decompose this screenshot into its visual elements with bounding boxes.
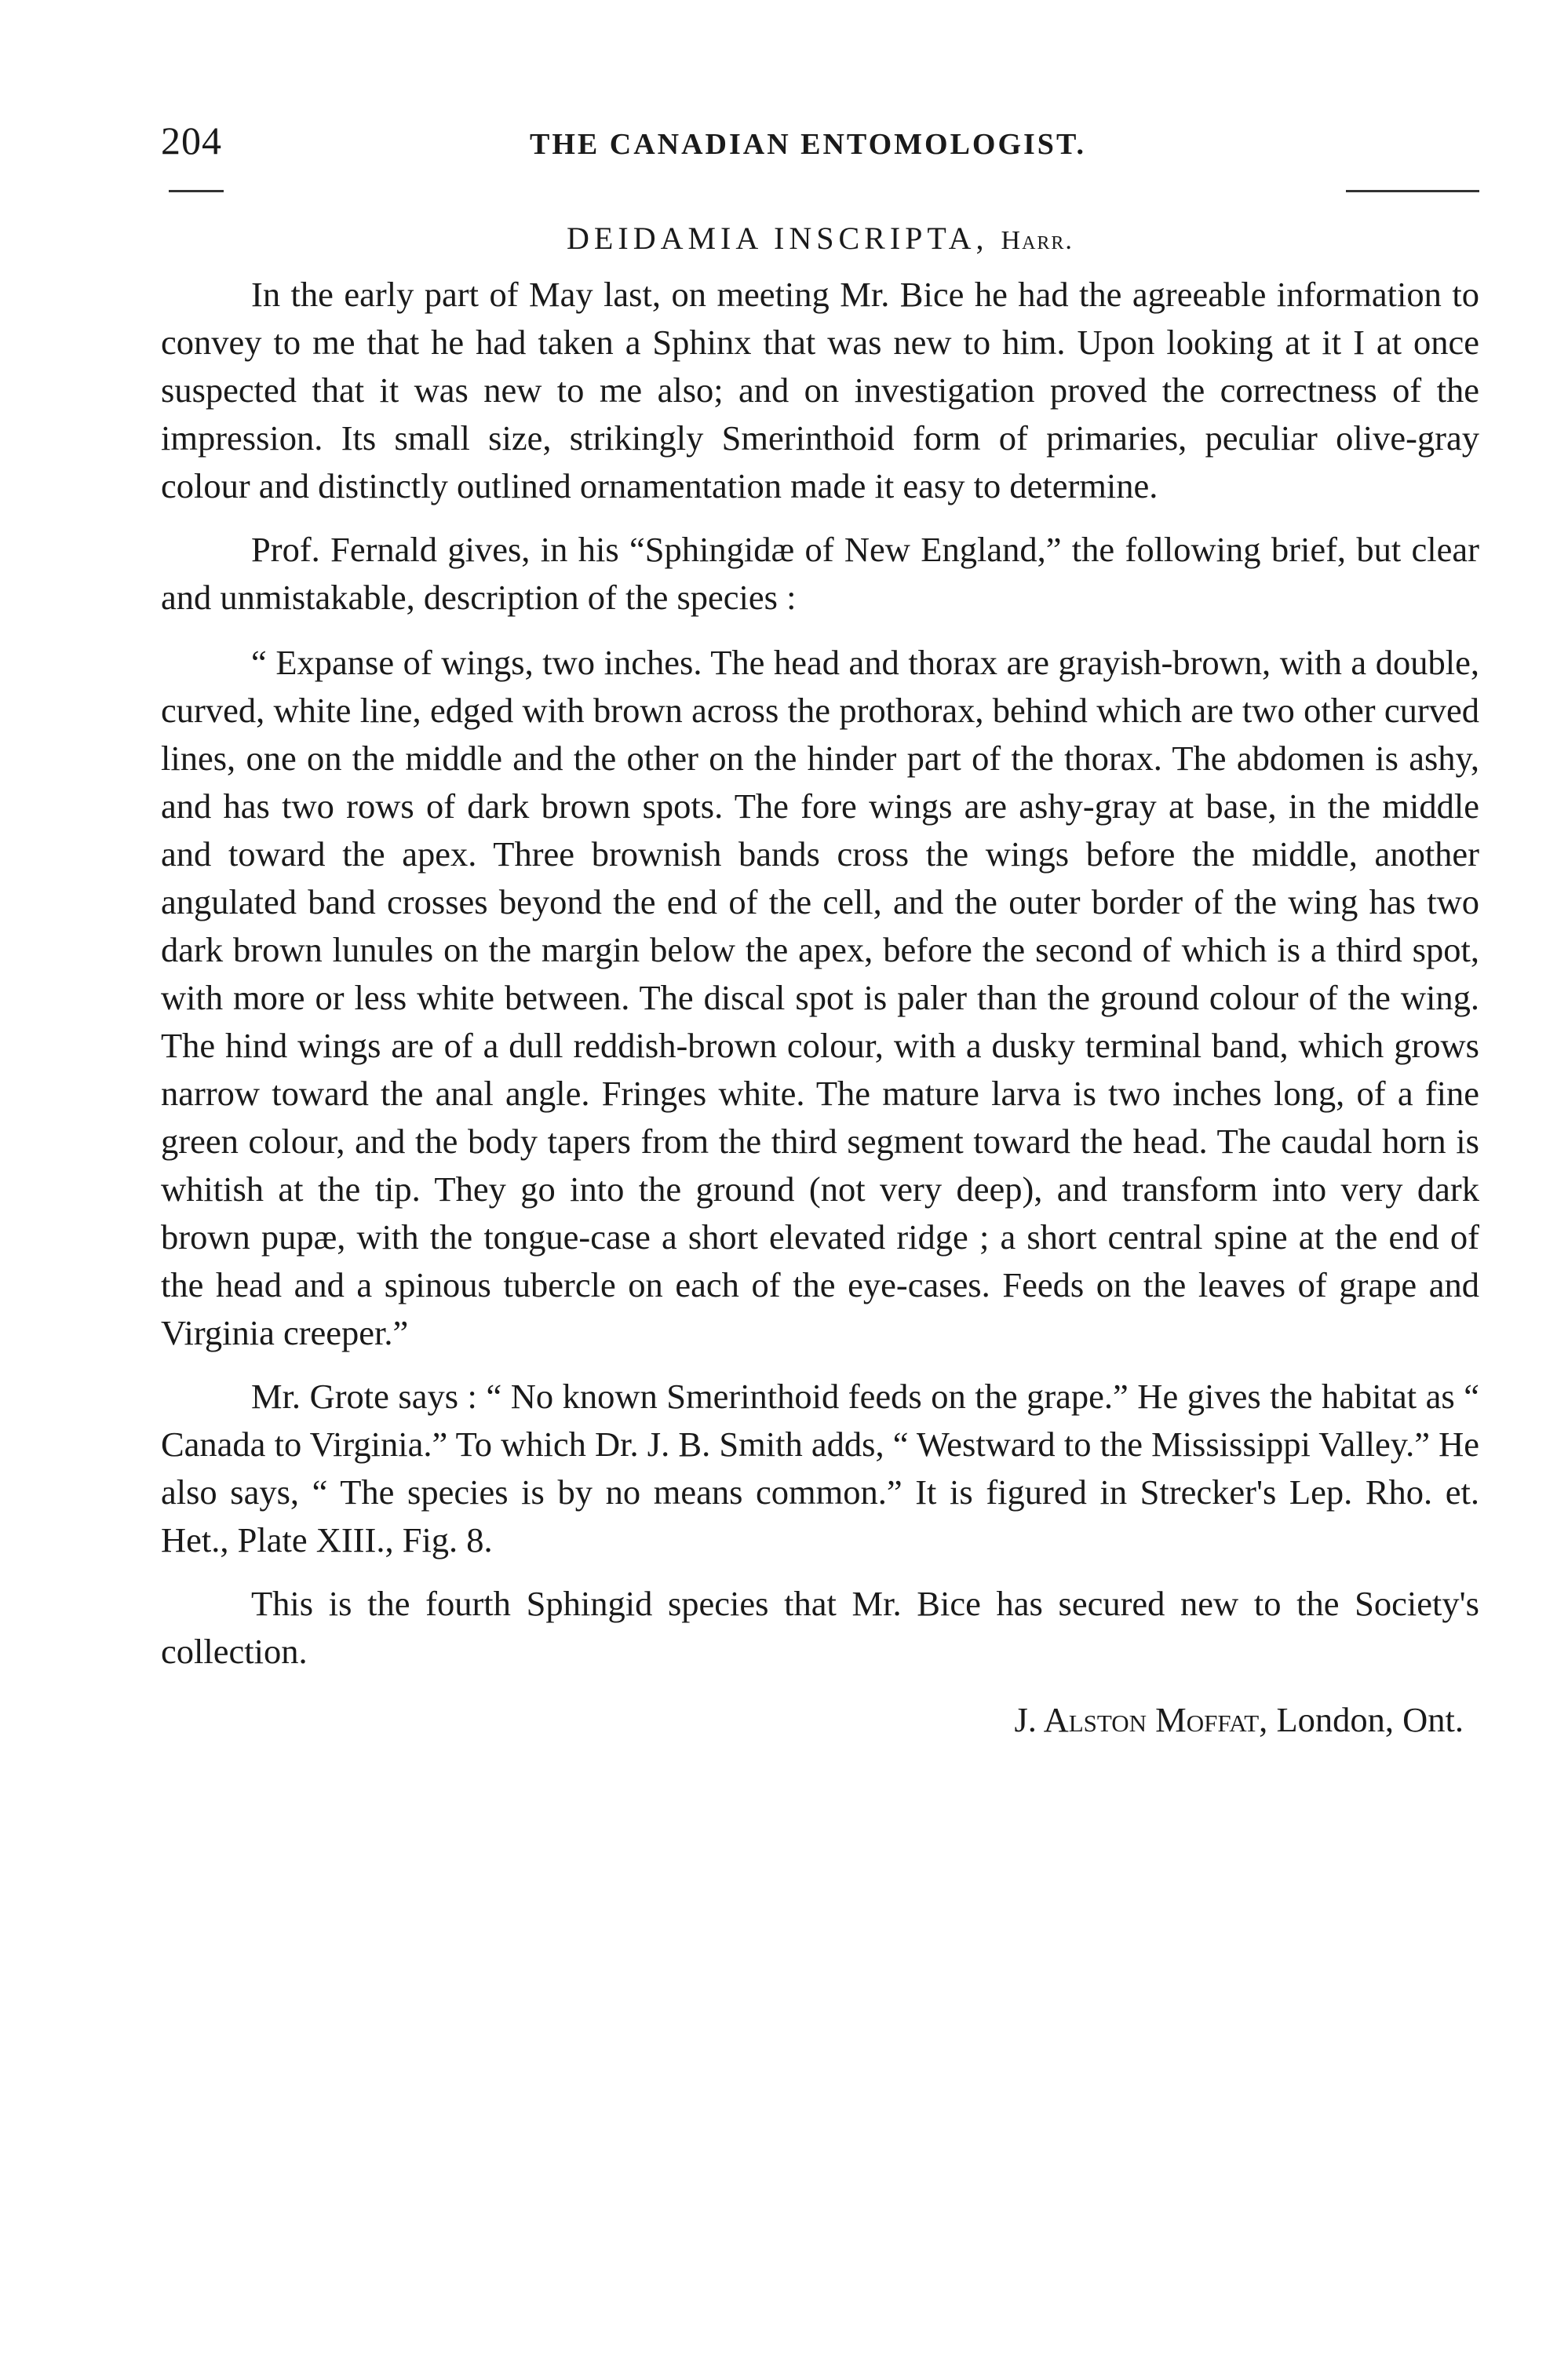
article-title-text: DEIDAMIA INSCRIPTA,	[567, 221, 989, 256]
paragraph-closing: This is the fourth Sphingid species that Mr. Bice has secured new to the Society's collection.	[161, 1584, 1479, 1671]
paragraph-intro: In the early part of May last, on meeting Mr. Bice he had the agreeable information to convey to me that he had taken a Sphinx that was new to him. Upon looking at it I at once suspected that it was new to me also; and on investigation proved the correctness of the impression. Its small size, strikingly Smerinthoid form of primaries, peculiar olive-gray colour and distinctly outlined ornamentation made it easy to determine.	[161, 275, 1479, 505]
page-number: 204	[161, 119, 222, 162]
running-head: THE CANADIAN ENTOMOLOGIST.	[530, 128, 1086, 161]
header-rule-right	[1346, 190, 1479, 192]
paragraph-description-quote: “ Expanse of wings, two inches. The head and thorax are grayish-brown, with a double, curved, white line, edged with brown across the prothorax, behind which are two other curved lines, one on the middle and the other on the hinder part of the thorax. The abdomen is ashy, and has two rows of dark brown spots. The fore wings are ashy-gray at base, in the middle and toward the apex. Three brownish bands cross the wings before the middle, another angulated band crosses beyond the end of the cell, and the outer border of the wing has two dark brown lunules on the margin below the apex, before the second of which is a third spot, with more or less white between. The discal spot is paler than the ground colour of the wing. The hind wings are of a dull reddish-brown colour, with a dusky terminal band, which grows narrow toward the anal angle. Fringes white. The mature larva is two inches long, of a fine green colour, and the body tapers from the third segment toward the head. The caudal horn is whitish at the tip. They go into the ground (not very deep), and transform into very dark brown pupæ, with the tongue-case a short elevated ridge ; a short central spine at the end of the head and a spinous tubercle on each of the eye-cases. Feeds on the leaves of grape and Virginia creeper.”	[161, 643, 1479, 1352]
paragraph-grote: Mr. Grote says : “ No known Smerinthoid feeds on the grape.” He gives the habitat as “ Canada to Virginia.” To which Dr. J. B. Smith adds, “ Westward to the Mississippi Valley.” He also says, “ The species is by no means common.” It is figured in Strecker's Lep. Rho. et. Het., Plate XIII., Fig. 8.	[161, 1377, 1479, 1560]
paragraph-fernald: Prof. Fernald gives, in his “Sphingidæ of New England,” the following brief, but clear and unmistakable, description of the species :	[161, 530, 1479, 617]
article-title	[161, 220, 1479, 257]
signature	[161, 1699, 1479, 1740]
page-header	[161, 118, 1479, 181]
signature-name: J. Alston Moffat,	[1014, 1700, 1268, 1739]
article-title-author: Harr.	[1001, 226, 1074, 255]
header-rule-left	[169, 190, 224, 192]
signature-place: London, Ont.	[1276, 1700, 1464, 1739]
page	[161, 118, 1479, 1740]
